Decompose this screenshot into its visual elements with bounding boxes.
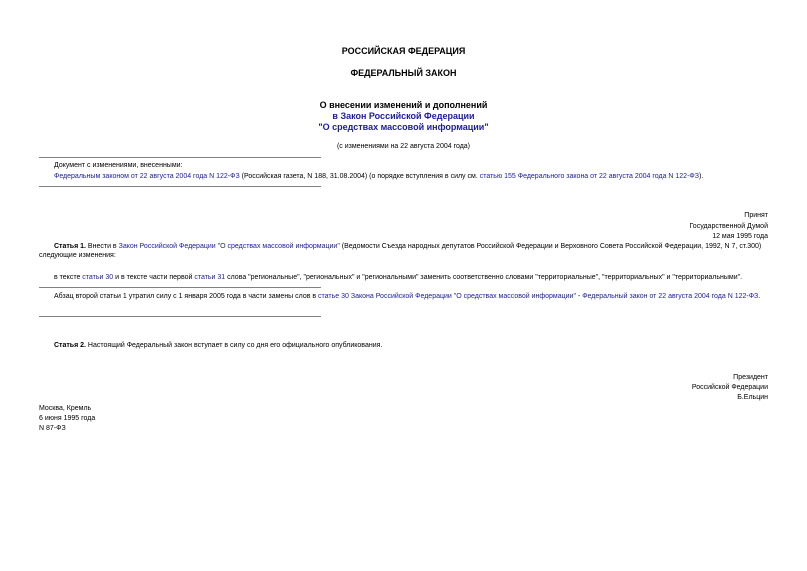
article-31-link[interactable]: статьи 31 — [194, 274, 226, 281]
amendment-text-2: ). — [698, 173, 704, 180]
title-line-3-link[interactable]: "О средствах массовой информации" — [318, 122, 489, 132]
rule-top-2 — [39, 287, 321, 288]
article-30-link[interactable]: статьи 30 — [82, 274, 114, 281]
item-text-a: в тексте — [54, 274, 83, 281]
article-2-label: Статья 2. — [54, 342, 86, 349]
doc-type-heading: ФЕДЕРАЛЬНЫЙ ЗАКОН — [350, 68, 457, 78]
article-1-label: Статья 1. — [54, 243, 86, 250]
note-text-b: - — [575, 293, 583, 300]
media-law-link[interactable]: Закон Российской Федерации "О средствах массовой информации" — [118, 243, 340, 250]
item-text-b: и в тексте части первой — [113, 274, 195, 281]
title-line-1: О внесении изменений и дополнений — [319, 100, 488, 110]
law-number: N 87-ФЗ — [39, 425, 66, 432]
adoption-line-2: Государственной Думой — [689, 223, 768, 230]
note-text-c: . — [758, 293, 761, 300]
amendment-law-link[interactable]: Федеральным законом от 22 августа 2004 года N 122-ФЗ — [54, 173, 240, 180]
rule-bottom-1 — [39, 186, 321, 187]
amendments-line — [54, 172, 770, 181]
note-paragraph — [39, 292, 770, 301]
article-1-text-b: (Ведомости Съезда народных депутатов Российской Федерации и Верховного Совета Российской Федерации, 1992, N 7, ст.300) следующие изменения: — [39, 243, 762, 259]
signature-line-2: Российской Федерации — [691, 384, 768, 391]
rule-bottom-2 — [39, 316, 321, 317]
amendment-text-1: (Российская газета, N 188, 31.08.2004) (о порядке вступления в силу см. — [239, 173, 480, 180]
note-article-30-link[interactable]: статье 30 Закона Российской Федерации "О средствах массовой информации" — [318, 293, 576, 300]
article-1-item — [54, 273, 770, 282]
article-2-text: Настоящий Федеральный закон вступает в силу со дня его официального опубликования. — [85, 342, 383, 349]
rule-top-1 — [39, 157, 321, 158]
article-1-paragraph — [39, 242, 770, 260]
note-text-a: Абзац второй статьи 1 утратил силу с 1 января 2005 года в части замены слов в — [54, 293, 319, 300]
revision-note: (с изменениями на 22 августа 2004 года) — [336, 143, 471, 150]
place-line-1: Москва, Кремль — [39, 405, 92, 412]
amendment-article-link[interactable]: статью 155 Федерального закона от 22 августа 2004 года N 122-ФЗ — [479, 173, 699, 180]
note-federal-law-link[interactable]: Федеральный закон от 22 августа 2004 года N 122-ФЗ — [582, 293, 759, 300]
article-2-paragraph — [39, 341, 770, 350]
amendments-label: Документ с изменениями, внесенными: — [54, 162, 183, 169]
title-line-2-link[interactable]: в Закон Российской Федерации — [332, 111, 475, 121]
country-heading: РОССИЙСКАЯ ФЕДЕРАЦИЯ — [341, 46, 466, 56]
place-line-2: 6 июня 1995 года — [39, 415, 96, 422]
signature-line-3: Б.Ельцин — [737, 394, 768, 401]
item-text-c: слова "региональные", "региональных" и "региональными" заменить соответственно словами "территориальные", "территориальных" и "территориальными". — [225, 274, 743, 281]
article-1-text-a: Внести в — [85, 243, 119, 250]
adoption-line-3: 12 мая 1995 года — [712, 233, 768, 240]
adoption-line-1: Принят — [744, 212, 768, 219]
signature-line-1: Президент — [733, 374, 768, 381]
